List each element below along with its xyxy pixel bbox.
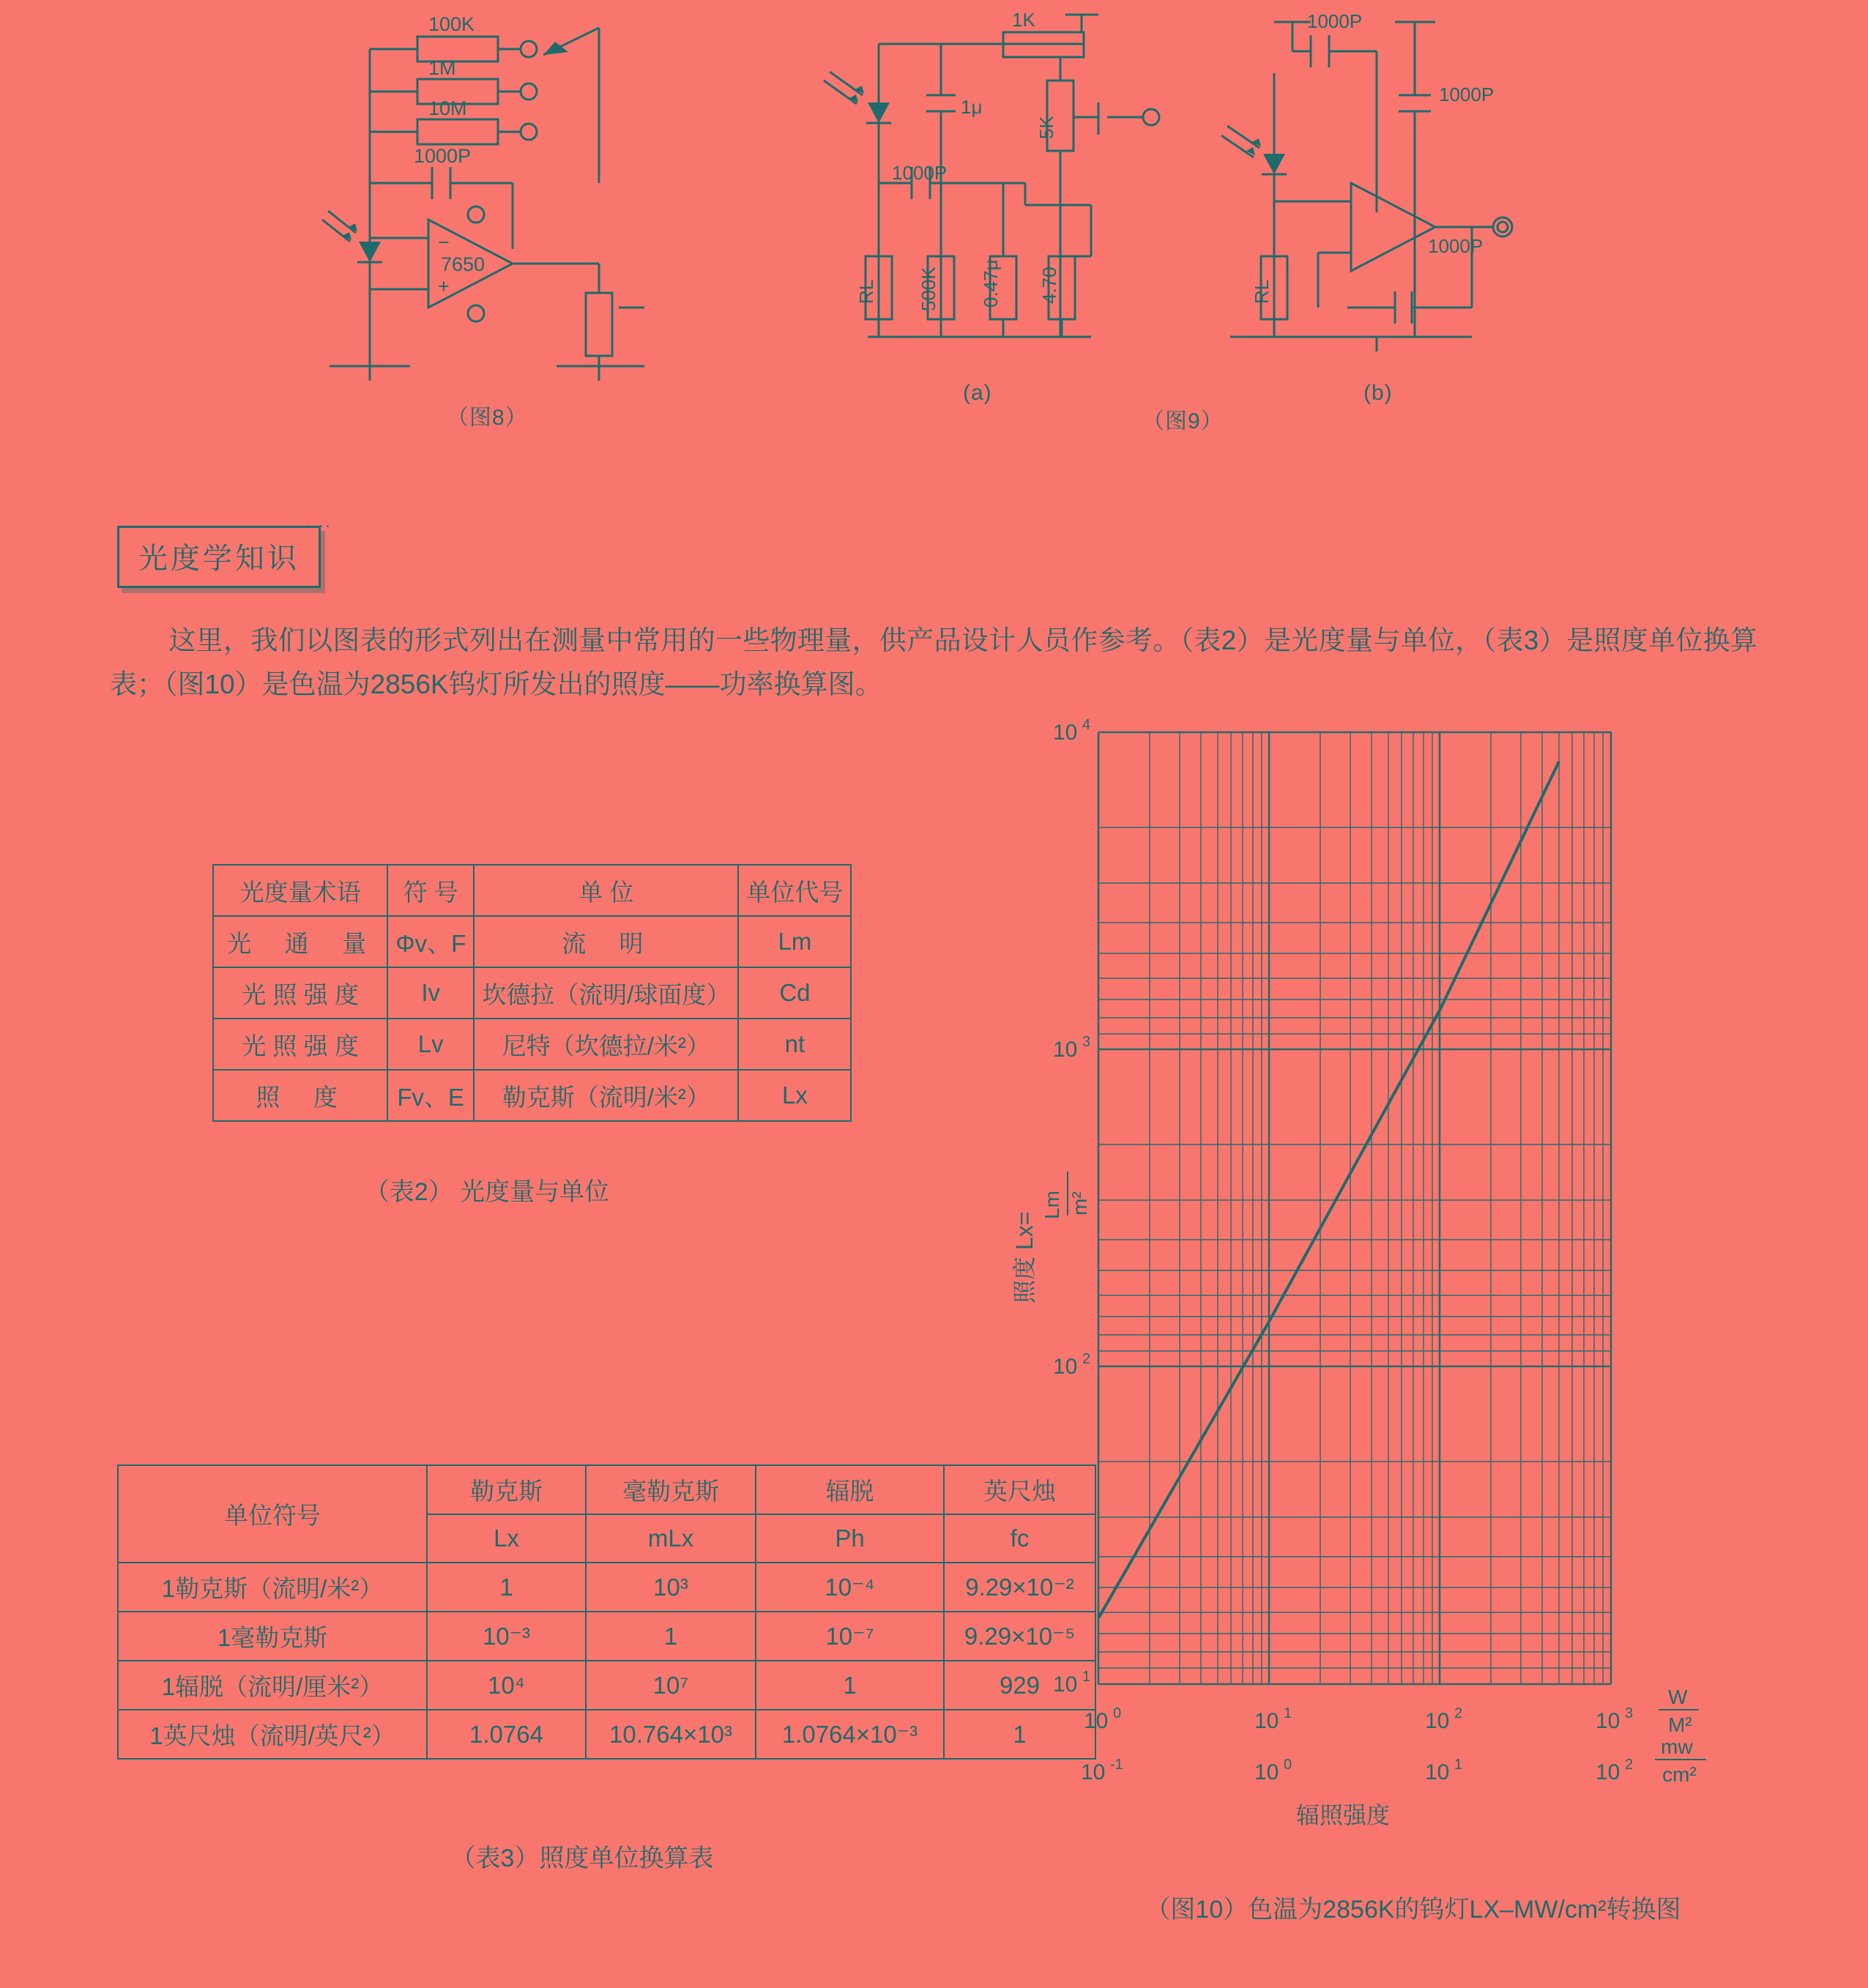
chart-xtick-0: 10 xyxy=(1084,1709,1109,1733)
figure10-caption: （图10）色温为2856K的钨灯LX–MW/cm²转换图 xyxy=(1145,1896,1681,1924)
table3-r1-c0: 10⁻³ xyxy=(427,1612,586,1661)
table3-r3-label: 1英尺烛（流明/英尺²） xyxy=(118,1710,427,1759)
figure9a-sublabel: (a) xyxy=(963,381,992,405)
table3-header-symbol-0: Lx xyxy=(427,1514,586,1563)
table3-r1-label: 1毫勒克斯 xyxy=(118,1612,427,1661)
fig8-label-1000p: 1000P xyxy=(414,145,472,167)
fig9a-label-500k: 500K xyxy=(918,267,939,311)
table-header-row xyxy=(118,1465,1095,1514)
table3-r0-label: 1勒克斯（流明/米²） xyxy=(118,1563,427,1612)
table3-r3-c2: 1.0764×10⁻³ xyxy=(756,1710,944,1759)
table2-header-3: 单位代号 xyxy=(738,865,851,916)
section-heading: 光度学知识 xyxy=(117,526,321,588)
table3-r2-label: 1辐脱（流明/厘米²） xyxy=(118,1661,427,1710)
table-row xyxy=(213,1019,851,1070)
svg-text:3: 3 xyxy=(1625,1705,1634,1721)
table-row xyxy=(213,916,851,967)
fig9a-label-1u: 1μ xyxy=(961,96,983,118)
chart-svg xyxy=(1011,703,1816,1845)
chart-xunit-w: W xyxy=(1668,1686,1688,1708)
fig9b-label-1000p-top: 1000P xyxy=(1307,10,1363,32)
illuminance-irradiance-chart xyxy=(1011,703,1816,1845)
table2-header-2: 单 位 xyxy=(474,865,738,916)
table3-corner-header: 单位符号 xyxy=(118,1465,427,1563)
table2-r0-c3: Lm xyxy=(738,916,851,967)
table3-header-name-2: 辐脱 xyxy=(756,1465,944,1514)
table2-r2-c3: nt xyxy=(738,1019,851,1070)
table3-caption: （表3）照度单位换算表 xyxy=(450,1844,714,1872)
table2-caption: （表2） 光度量与单位 xyxy=(364,1178,610,1206)
fig9b-label-rl: RL xyxy=(1251,279,1273,304)
illuminance-conversion-table xyxy=(117,1464,1096,1760)
chart-xunit-cm2: cm² xyxy=(1662,1763,1697,1786)
chart-xunit-m2: M² xyxy=(1668,1713,1692,1736)
chart-ylabel: 照度 Lx= xyxy=(1011,1211,1038,1303)
svg-text:0: 0 xyxy=(1113,1705,1122,1721)
svg-text:2: 2 xyxy=(1454,1705,1463,1721)
table2-r3-c3: Lx xyxy=(738,1070,851,1121)
table2-r0-c1: Φv、F xyxy=(387,916,474,967)
fig8-label-10m: 10M xyxy=(428,97,467,119)
table2-r0-c0: 光 通 量 xyxy=(213,916,387,967)
chart-ytick-1: 10 xyxy=(1053,1355,1078,1379)
table3-r0-c1: 10³ xyxy=(586,1563,756,1612)
fig8-label-plus: + xyxy=(438,275,450,297)
chart-ytick-2: 10 xyxy=(1053,1038,1078,1062)
table2-r2-c2: 尼特（坎德拉/米²） xyxy=(474,1019,738,1070)
fig8-label-minus: − xyxy=(438,231,450,253)
chart-xtick2-1: 10 xyxy=(1254,1760,1279,1784)
table3-r2-c1: 10⁷ xyxy=(586,1661,756,1710)
heading-dots: ..... xyxy=(299,513,332,531)
fig9b-label-1000p-fb: 1000P xyxy=(1428,235,1484,257)
chart-series-line xyxy=(1098,762,1559,1618)
chart-xlabel: 辐照强度 xyxy=(1296,1802,1391,1828)
table3-header-name-1: 毫勒克斯 xyxy=(586,1465,756,1514)
svg-text:2: 2 xyxy=(1625,1757,1634,1773)
fig9a-label-1000p: 1000P xyxy=(892,162,948,184)
fig9a-label-470: 4.70 xyxy=(1038,267,1060,304)
table3-header-name-3: 英尺烛 xyxy=(944,1465,1095,1514)
table-row xyxy=(118,1612,1095,1661)
svg-text:0: 0 xyxy=(1284,1757,1292,1773)
table2-r3-c1: Fv、E xyxy=(387,1070,474,1121)
photometry-quantities-table xyxy=(212,864,852,1122)
table3-header-symbol-2: Ph xyxy=(756,1514,944,1563)
table2-r1-c2: 坎德拉（流明/球面度） xyxy=(474,967,738,1019)
fig8-label-100k: 100K xyxy=(428,13,475,35)
table-header-row xyxy=(213,865,851,916)
chart-xtick2-0: 10 xyxy=(1081,1760,1106,1784)
fig9a-label-1k: 1K xyxy=(1012,9,1035,31)
table3-r1-c2: 10⁻⁷ xyxy=(756,1612,944,1661)
table3-r1-c3: 9.29×10⁻⁵ xyxy=(944,1612,1095,1661)
svg-text:4: 4 xyxy=(1082,717,1091,733)
chart-ylabel-num: Lm xyxy=(1041,1191,1063,1219)
table3-r3-c3: 1 xyxy=(944,1710,1095,1759)
table-row xyxy=(118,1710,1095,1759)
table3-r3-c1: 10.764×10³ xyxy=(586,1710,756,1759)
table3-header-name-0: 勒克斯 xyxy=(427,1465,586,1514)
table3-header-symbol-1: mLx xyxy=(586,1514,756,1563)
figure9-caption: （图9） xyxy=(1142,409,1224,433)
svg-text:3: 3 xyxy=(1082,1034,1091,1050)
chart-ylabel-den: m² xyxy=(1068,1191,1091,1215)
table2-r1-c0: 光 照 强 度 xyxy=(213,967,387,1019)
fig9a-label-5k: 5K xyxy=(1035,116,1057,139)
table2-r2-c1: Lv xyxy=(387,1019,474,1070)
intro-paragraph xyxy=(110,619,1757,707)
table3-header-symbol-3: fc xyxy=(944,1514,1095,1563)
figure9b-sublabel: (b) xyxy=(1363,381,1393,405)
table3-r0-c0: 1 xyxy=(427,1563,586,1612)
chart-xtick-2: 10 xyxy=(1425,1709,1450,1733)
table3-r0-c2: 10⁻⁴ xyxy=(756,1563,944,1612)
svg-text:2: 2 xyxy=(1082,1351,1091,1367)
svg-text:-1: -1 xyxy=(1110,1757,1123,1773)
circuit-svg xyxy=(0,0,1868,439)
chart-xtick-3: 10 xyxy=(1596,1709,1620,1733)
chart-xunit-mw: mw xyxy=(1661,1735,1693,1758)
table-row xyxy=(213,967,851,1019)
table-row xyxy=(118,1661,1095,1710)
chart-xtick2-3: 10 xyxy=(1596,1760,1620,1784)
figure8-caption: （图8） xyxy=(447,406,528,430)
fig9a-label-047u: 0.47μ xyxy=(980,259,1002,308)
fig9a-label-rl: RL xyxy=(855,279,877,304)
table2-r1-c1: Iv xyxy=(387,967,474,1019)
table2-header-0: 光度量术语 xyxy=(213,865,387,916)
table3-r2-c0: 10⁴ xyxy=(427,1661,586,1710)
chart-ytick-3: 10 xyxy=(1053,721,1078,745)
table2-r3-c0: 照 度 xyxy=(213,1070,387,1121)
table2-header-1: 符 号 xyxy=(387,865,474,916)
circuit-figures xyxy=(0,0,1868,439)
table2-r1-c3: Cd xyxy=(738,967,851,1019)
table-row xyxy=(213,1070,851,1121)
fig9b-label-1000p-right: 1000P xyxy=(1439,83,1495,105)
table3-r1-c1: 1 xyxy=(586,1612,756,1661)
chart-xtick-1: 10 xyxy=(1254,1709,1279,1733)
intro-paragraph-text: 这里，我们以图表的形式列出在测量中常用的一些物理量，供产品设计人员作参考。（表2）是光度量与单位，（表3）是照度单位换算表；（图10）是色温为2856K钨灯所发出的照度——功率换算图。 xyxy=(110,625,1757,699)
table-row xyxy=(118,1563,1095,1612)
table2-r2-c0: 光 照 强 度 xyxy=(213,1019,387,1070)
chart-ytick-0: 10 xyxy=(1053,1672,1078,1697)
table3-r3-c0: 1.0764 xyxy=(427,1710,586,1759)
table3-r2-c2: 1 xyxy=(756,1661,944,1710)
fig8-label-1m: 1M xyxy=(428,57,456,79)
table2-r0-c2: 流 明 xyxy=(474,916,738,967)
svg-text:1: 1 xyxy=(1454,1757,1463,1773)
svg-text:1: 1 xyxy=(1284,1705,1292,1721)
table3-r2-c3: 929 xyxy=(944,1661,1095,1710)
fig8-label-7650: 7650 xyxy=(441,253,485,275)
table3-r0-c3: 9.29×10⁻² xyxy=(944,1563,1095,1612)
svg-text:1: 1 xyxy=(1082,1669,1091,1685)
table2-r3-c2: 勒克斯（流明/米²） xyxy=(474,1070,738,1121)
chart-xtick2-2: 10 xyxy=(1425,1760,1450,1784)
